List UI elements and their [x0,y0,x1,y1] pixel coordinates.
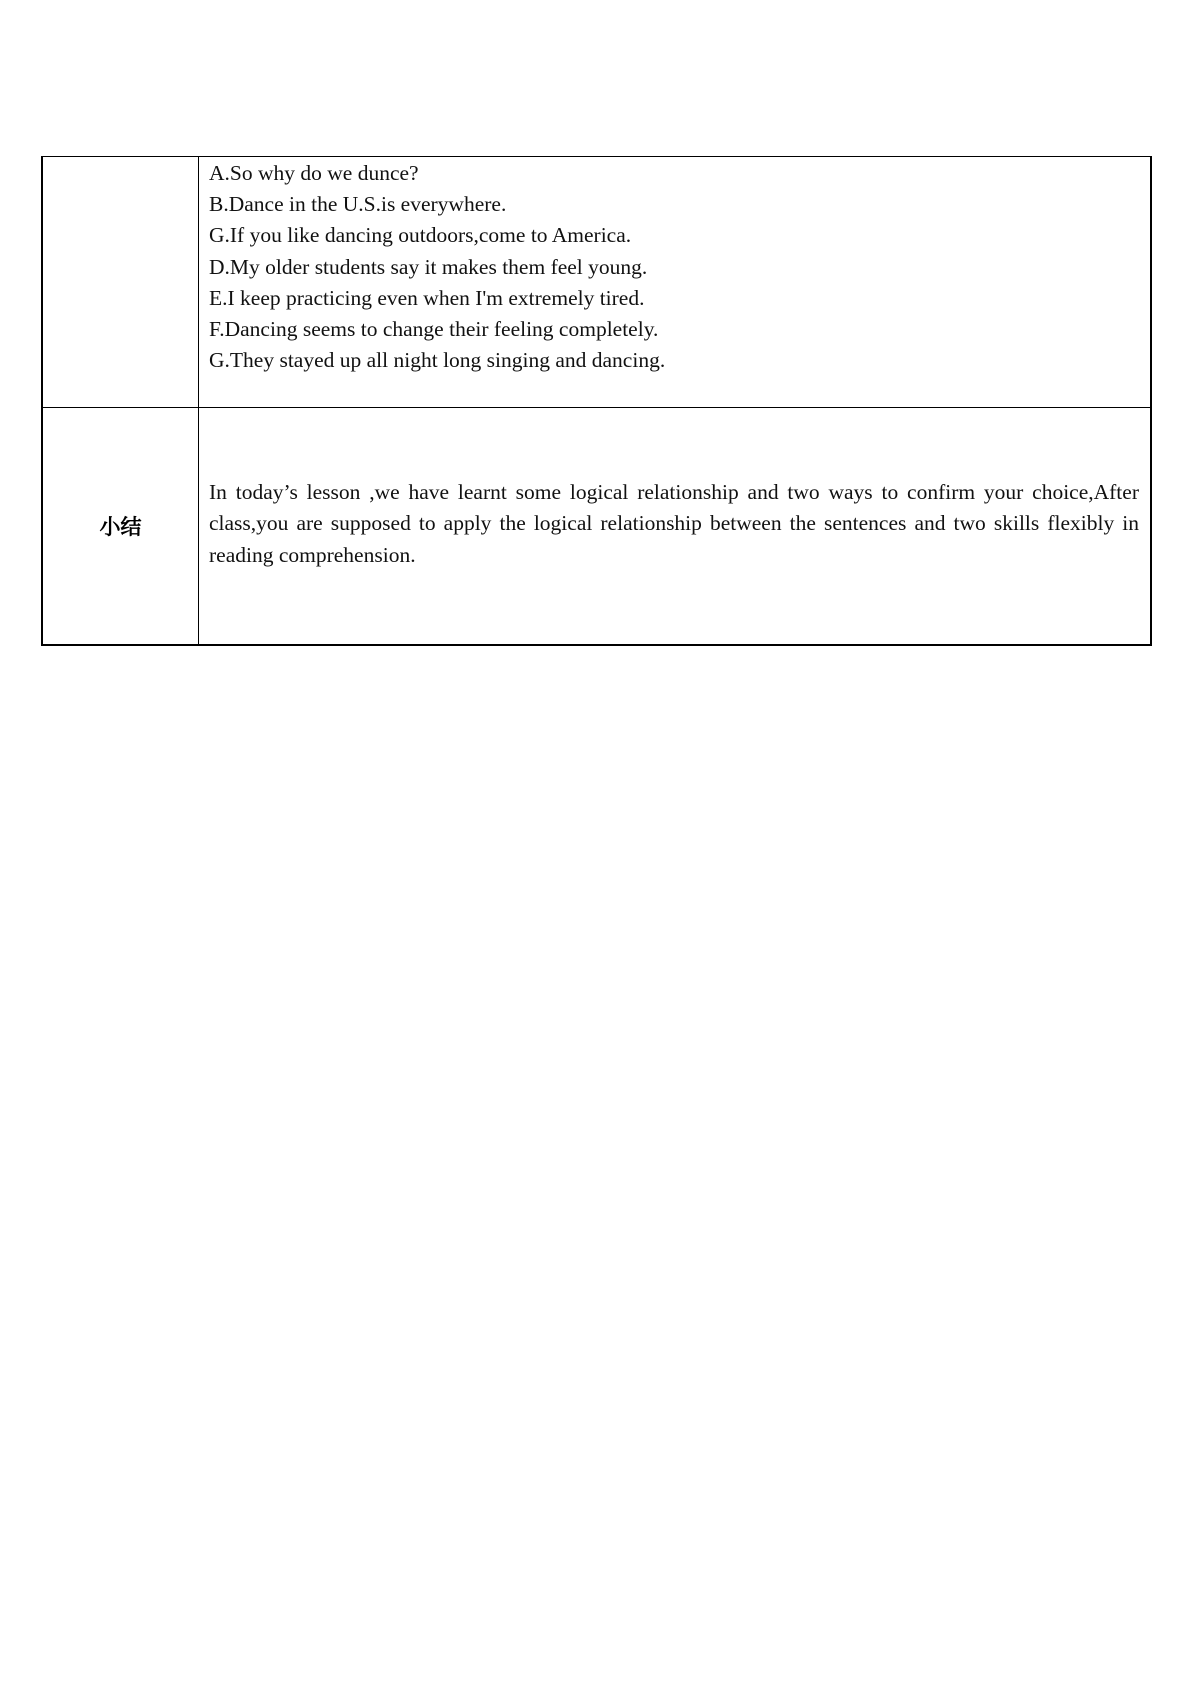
summary-label: 小结 [99,515,142,539]
option-item: F.Dancing seems to change their feeling completely. [209,317,659,342]
options-row [42,157,1151,408]
options-content-cell [199,157,1152,408]
summary-label-cell [42,408,199,646]
option-item: G.If you like dancing outdoors,come to America. [209,223,632,248]
summary-text: In today’s lesson ,we have learnt some logical relationship and two ways to confirm your choice,After class,you are supposed to apply the logical relationship between the sentences and two skills flexibly in reading comprehension. [209,480,1139,567]
lesson-table [41,156,1152,646]
summary-content-cell [199,408,1152,646]
option-item: A.So why do we dunce? [209,161,419,185]
option-item: E.I keep practicing even when I'm extremely tired. [209,285,645,310]
option-item: B.Dance in the U.S.is everywhere. [209,192,507,217]
options-label-cell [42,157,199,408]
summary-row [42,408,1151,646]
option-item: D.My older students say it makes them feel young. [209,254,648,279]
sentence-options-list [199,157,1150,376]
option-item: G.They stayed up all night long singing and dancing. [209,348,666,373]
